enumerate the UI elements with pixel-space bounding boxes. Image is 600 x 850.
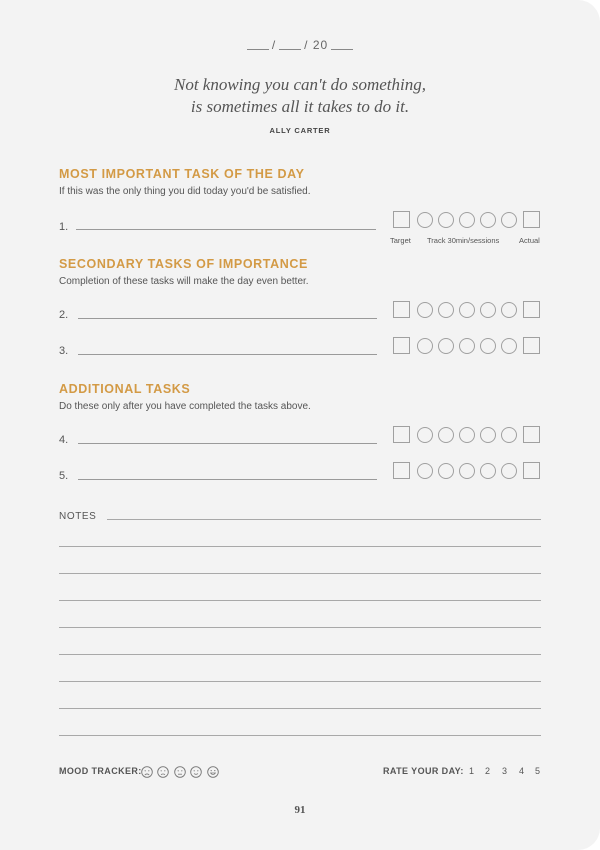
secondary-heading: SECONDARY TASKS OF IMPORTANCE bbox=[59, 257, 308, 271]
session-circle[interactable] bbox=[417, 212, 433, 228]
session-circle[interactable] bbox=[438, 302, 454, 318]
mood-tracker-label: MOOD TRACKER: bbox=[59, 766, 142, 776]
target-box-1[interactable] bbox=[393, 211, 410, 228]
very-sad-face-icon[interactable] bbox=[141, 765, 153, 783]
session-circle[interactable] bbox=[501, 463, 517, 479]
session-circle[interactable] bbox=[480, 427, 496, 443]
session-circle[interactable] bbox=[438, 338, 454, 354]
task-line-5[interactable] bbox=[78, 479, 377, 480]
session-circle[interactable] bbox=[417, 463, 433, 479]
notes-line[interactable] bbox=[59, 735, 541, 736]
session-circle[interactable] bbox=[501, 338, 517, 354]
session-circle[interactable] bbox=[459, 338, 475, 354]
year-prefix: / 20 bbox=[304, 38, 329, 52]
session-circle[interactable] bbox=[480, 212, 496, 228]
month-blank[interactable] bbox=[279, 49, 301, 50]
task-line-2[interactable] bbox=[78, 318, 377, 319]
session-circle[interactable] bbox=[459, 302, 475, 318]
rating-2[interactable]: 2 bbox=[485, 766, 491, 776]
session-circle[interactable] bbox=[501, 302, 517, 318]
session-circle[interactable] bbox=[459, 212, 475, 228]
task-line-3[interactable] bbox=[78, 354, 377, 355]
session-circle[interactable] bbox=[480, 463, 496, 479]
rating-3[interactable]: 3 bbox=[502, 766, 508, 776]
rating-5[interactable]: 5 bbox=[535, 766, 541, 776]
sad-face-icon[interactable] bbox=[157, 765, 169, 783]
task-number-4: 4. bbox=[59, 434, 69, 446]
rate-your-day-label: RATE YOUR DAY: bbox=[383, 766, 464, 776]
very-happy-face-icon[interactable] bbox=[207, 765, 219, 783]
notes-label: NOTES bbox=[59, 511, 97, 522]
additional-heading: ADDITIONAL TASKS bbox=[59, 382, 191, 396]
quote bbox=[0, 74, 600, 118]
task-line-4[interactable] bbox=[78, 443, 377, 444]
notes-line[interactable] bbox=[59, 654, 541, 655]
secondary-subtitle: Completion of these tasks will make the day even better. bbox=[59, 276, 309, 287]
session-circle[interactable] bbox=[438, 427, 454, 443]
session-circle[interactable] bbox=[417, 302, 433, 318]
task-number-2: 2. bbox=[59, 309, 69, 321]
session-circle[interactable] bbox=[438, 463, 454, 479]
session-circle[interactable] bbox=[501, 427, 517, 443]
mit-subtitle: If this was the only thing you did today you'd be satisfied. bbox=[59, 186, 311, 197]
quote-author: ALLY CARTER bbox=[269, 126, 331, 135]
track-label: Track 30min/sessions bbox=[427, 236, 500, 245]
actual-box-3[interactable] bbox=[523, 337, 540, 354]
session-circle[interactable] bbox=[501, 212, 517, 228]
actual-label: Actual bbox=[519, 236, 540, 245]
notes-line[interactable] bbox=[59, 600, 541, 601]
date-field[interactable] bbox=[0, 38, 600, 52]
date-separator: / bbox=[271, 38, 277, 52]
session-circle[interactable] bbox=[459, 427, 475, 443]
session-circle[interactable] bbox=[438, 212, 454, 228]
quote-line-1: Not knowing you can't do something, bbox=[173, 75, 426, 94]
actual-box-2[interactable] bbox=[523, 301, 540, 318]
notes-line[interactable] bbox=[107, 519, 541, 520]
session-circle[interactable] bbox=[417, 427, 433, 443]
year-blank[interactable] bbox=[331, 49, 353, 50]
task-number-1: 1. bbox=[59, 221, 69, 233]
session-circle[interactable] bbox=[480, 338, 496, 354]
rating-1[interactable]: 1 bbox=[469, 766, 475, 776]
rating-4[interactable]: 4 bbox=[519, 766, 525, 776]
task-number-3: 3. bbox=[59, 345, 69, 357]
notes-line[interactable] bbox=[59, 573, 541, 574]
page-number: 91 bbox=[294, 804, 306, 816]
session-circle[interactable] bbox=[459, 463, 475, 479]
actual-box-1[interactable] bbox=[523, 211, 540, 228]
happy-face-icon[interactable] bbox=[190, 765, 202, 783]
target-box-4[interactable] bbox=[393, 426, 410, 443]
mit-heading: MOST IMPORTANT TASK OF THE DAY bbox=[59, 167, 305, 181]
target-box-2[interactable] bbox=[393, 301, 410, 318]
notes-line[interactable] bbox=[59, 627, 541, 628]
target-label: Target bbox=[390, 236, 411, 245]
task-number-5: 5. bbox=[59, 470, 69, 482]
session-circle[interactable] bbox=[417, 338, 433, 354]
session-circle[interactable] bbox=[480, 302, 496, 318]
quote-line-2: is sometimes all it takes to do it. bbox=[190, 97, 410, 116]
day-blank[interactable] bbox=[247, 49, 269, 50]
actual-box-5[interactable] bbox=[523, 462, 540, 479]
target-box-3[interactable] bbox=[393, 337, 410, 354]
neutral-face-icon[interactable] bbox=[174, 765, 186, 783]
task-line-1[interactable] bbox=[76, 229, 376, 230]
notes-line[interactable] bbox=[59, 708, 541, 709]
actual-box-4[interactable] bbox=[523, 426, 540, 443]
notes-line[interactable] bbox=[59, 546, 541, 547]
additional-subtitle: Do these only after you have completed the tasks above. bbox=[59, 401, 311, 412]
notes-line[interactable] bbox=[59, 681, 541, 682]
target-box-5[interactable] bbox=[393, 462, 410, 479]
